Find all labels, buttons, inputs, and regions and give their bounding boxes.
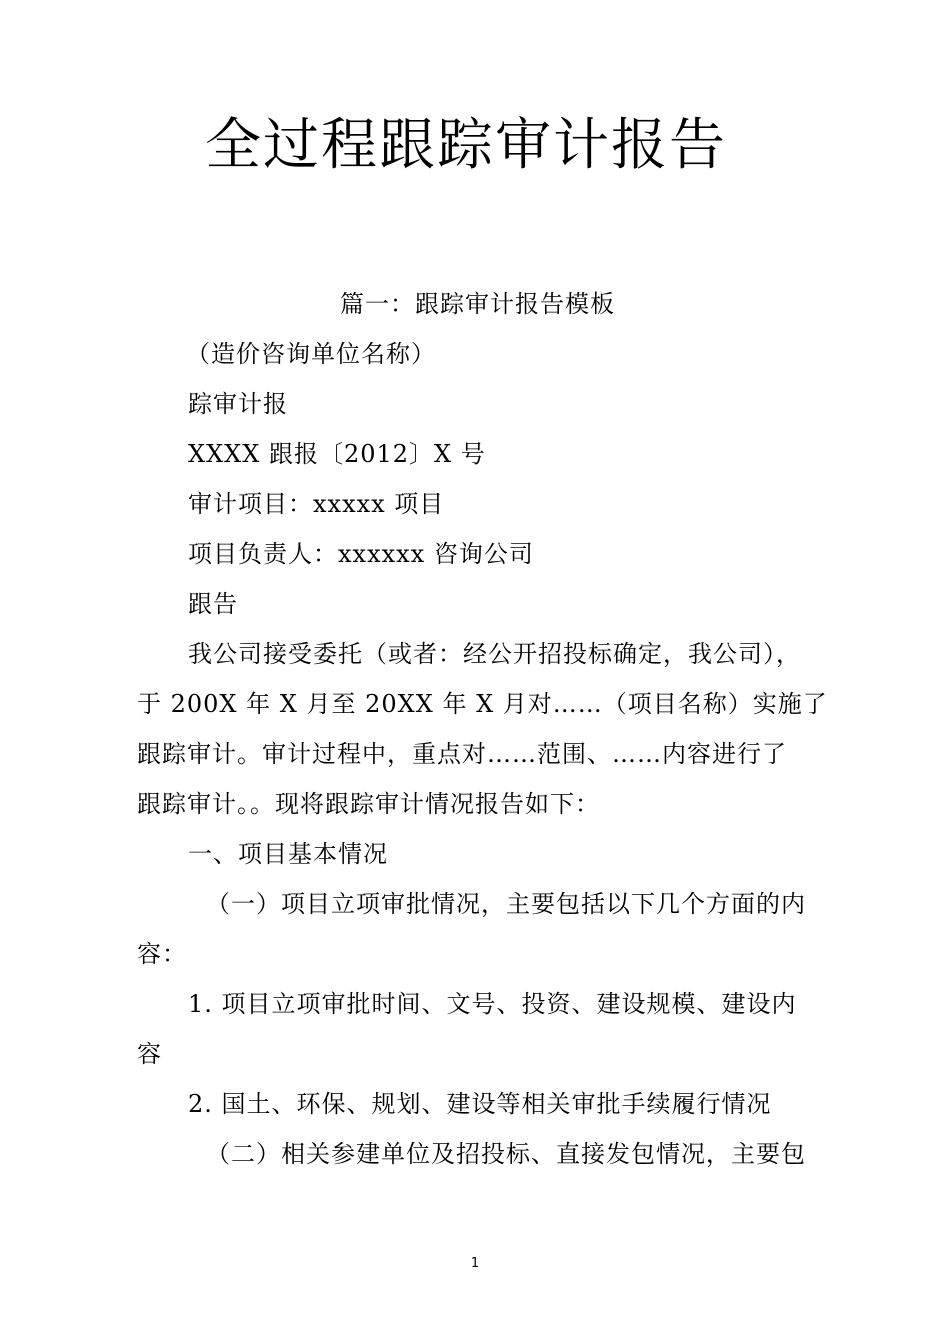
body-paragraph-line: 跟踪审计。。现将跟踪审计情况报告如下： (137, 790, 600, 818)
report-label-line: 跟告 (188, 590, 238, 618)
section-one-heading: 一、项目基本情况 (188, 840, 388, 868)
body-paragraph-line: 跟踪审计。审计过程中，重点对……范围、……内容进行了 (137, 740, 787, 768)
body-paragraph-line: 我公司接受委托（或者：经公开招投标确定，我公司）， (188, 640, 801, 668)
list-item-line: 1. 项目立项审批时间、文号、投资、建设规模、建设内 (188, 990, 797, 1018)
document-title: 全过程跟踪审计报告 (205, 113, 727, 178)
document-number-line: XXXX 跟报〔2012〕X 号 (188, 440, 486, 468)
audit-project-line: 审计项目：xxxxx 项目 (188, 490, 445, 518)
subsection-line: 容： (137, 940, 187, 968)
project-manager-line: 项目负责人：xxxxxx 咨询公司 (188, 540, 534, 568)
section-heading: 篇一：跟踪审计报告模板 (340, 290, 615, 318)
report-type-line: 踪审计报 (188, 390, 288, 418)
list-item-line: 容 (137, 1040, 162, 1068)
list-item-line: 2. 国土、环保、规划、建设等相关审批手续履行情况 (188, 1090, 772, 1118)
subsection-line: （二）相关参建单位及招投标、直接发包情况，主要包 (206, 1140, 806, 1168)
subsection-line: （一）项目立项审批情况，主要包括以下几个方面的内 (206, 890, 806, 918)
consulting-unit-line: （造价咨询单位名称） (186, 340, 436, 368)
page-number: 1 (470, 1256, 480, 1271)
body-paragraph-line: 于 200X 年 X 月至 20XX 年 X 月对……（项目名称）实施了 (137, 690, 828, 718)
